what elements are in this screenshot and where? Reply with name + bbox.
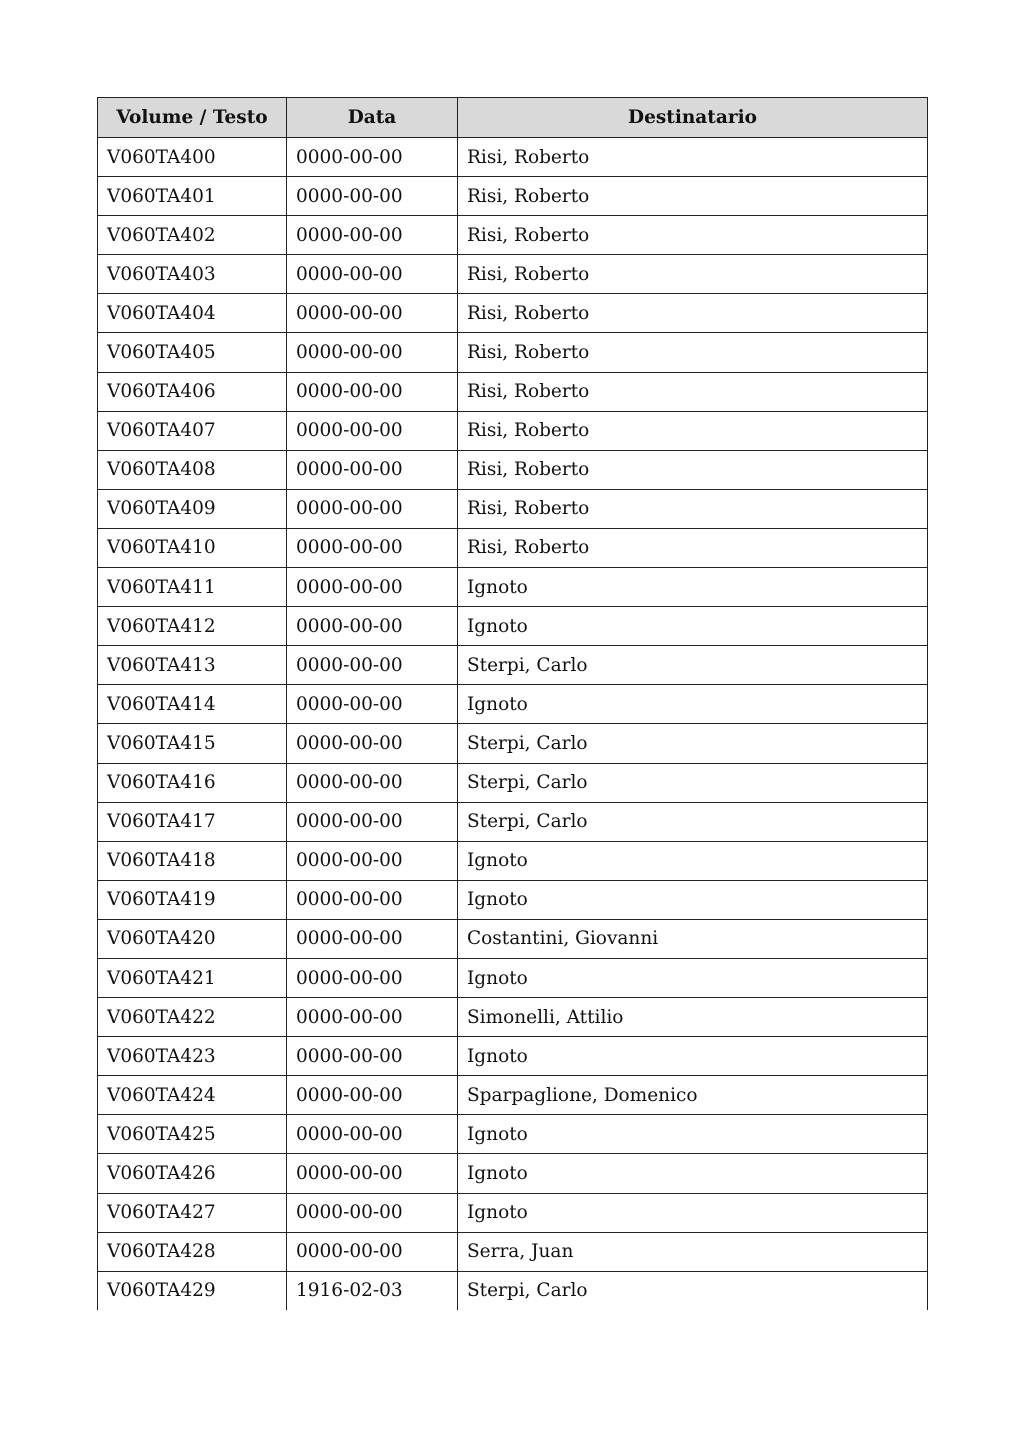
cell-recipient: Ignoto [458,1037,928,1076]
table-row [98,450,928,489]
cell-volume: V060TA426 [98,1154,287,1193]
table-row [98,880,928,919]
header-date: Data [287,98,458,138]
cell-volume: V060TA415 [98,724,287,763]
table-header [98,98,928,138]
cell-date: 0000-00-00 [287,607,458,646]
cell-recipient: Risi, Roberto [458,450,928,489]
cell-volume: V060TA401 [98,177,287,216]
cell-volume: V060TA411 [98,568,287,607]
table-row [98,372,928,411]
header-row [98,98,928,138]
cell-recipient: Risi, Roberto [458,489,928,528]
cell-volume: V060TA424 [98,1076,287,1115]
cell-date: 0000-00-00 [287,880,458,919]
cell-volume: V060TA421 [98,958,287,997]
table-row [98,333,928,372]
table-row [98,1271,928,1310]
cell-volume: V060TA418 [98,841,287,880]
cell-date: 0000-00-00 [287,1232,458,1271]
cell-volume: V060TA406 [98,372,287,411]
cell-recipient: Sterpi, Carlo [458,802,928,841]
cell-recipient: Ignoto [458,880,928,919]
cell-date: 0000-00-00 [287,450,458,489]
cell-recipient: Sterpi, Carlo [458,646,928,685]
cell-recipient: Sterpi, Carlo [458,1271,928,1310]
cell-recipient: Ignoto [458,1115,928,1154]
cell-recipient: Serra, Juan [458,1232,928,1271]
table-row [98,646,928,685]
cell-volume: V060TA409 [98,489,287,528]
cell-volume: V060TA429 [98,1271,287,1310]
cell-recipient: Simonelli, Attilio [458,998,928,1037]
table-row [98,216,928,255]
cell-date: 0000-00-00 [287,685,458,724]
cell-recipient: Ignoto [458,1154,928,1193]
cell-date: 0000-00-00 [287,255,458,294]
cell-date: 0000-00-00 [287,763,458,802]
cell-date: 0000-00-00 [287,958,458,997]
header-recipient: Destinatario [458,98,928,138]
table-row [98,802,928,841]
cell-volume: V060TA413 [98,646,287,685]
table-row [98,763,928,802]
table-row [98,1037,928,1076]
table-row [98,1115,928,1154]
cell-date: 0000-00-00 [287,489,458,528]
cell-recipient: Risi, Roberto [458,138,928,177]
cell-date: 1916-02-03 [287,1271,458,1310]
cell-recipient: Ignoto [458,568,928,607]
cell-volume: V060TA416 [98,763,287,802]
cell-date: 0000-00-00 [287,294,458,333]
cell-volume: V060TA400 [98,138,287,177]
cell-date: 0000-00-00 [287,724,458,763]
table-row [98,255,928,294]
table-row [98,1232,928,1271]
cell-recipient: Sterpi, Carlo [458,763,928,802]
cell-date: 0000-00-00 [287,919,458,958]
table-row [98,1154,928,1193]
cell-recipient: Costantini, Giovanni [458,919,928,958]
table-row [98,919,928,958]
cell-recipient: Risi, Roberto [458,333,928,372]
table-row [98,528,928,567]
cell-volume: V060TA427 [98,1193,287,1232]
table-row [98,411,928,450]
cell-date: 0000-00-00 [287,1115,458,1154]
table-row [98,138,928,177]
cell-date: 0000-00-00 [287,372,458,411]
cell-date: 0000-00-00 [287,1154,458,1193]
cell-volume: V060TA422 [98,998,287,1037]
cell-volume: V060TA404 [98,294,287,333]
cell-volume: V060TA419 [98,880,287,919]
cell-date: 0000-00-00 [287,1076,458,1115]
table-row [98,489,928,528]
cell-date: 0000-00-00 [287,528,458,567]
cell-volume: V060TA428 [98,1232,287,1271]
cell-date: 0000-00-00 [287,411,458,450]
cell-recipient: Risi, Roberto [458,255,928,294]
cell-recipient: Risi, Roberto [458,294,928,333]
cell-volume: V060TA420 [98,919,287,958]
cell-volume: V060TA408 [98,450,287,489]
cell-recipient: Risi, Roberto [458,528,928,567]
cell-date: 0000-00-00 [287,1193,458,1232]
table-row [98,1076,928,1115]
cell-date: 0000-00-00 [287,568,458,607]
cell-date: 0000-00-00 [287,998,458,1037]
cell-volume: V060TA403 [98,255,287,294]
cell-date: 0000-00-00 [287,841,458,880]
table-body [98,138,928,1310]
header-volume: Volume / Testo [98,98,287,138]
cell-volume: V060TA414 [98,685,287,724]
cell-date: 0000-00-00 [287,802,458,841]
cell-recipient: Risi, Roberto [458,372,928,411]
cell-date: 0000-00-00 [287,216,458,255]
cell-recipient: Sterpi, Carlo [458,724,928,763]
table-row [98,958,928,997]
cell-date: 0000-00-00 [287,333,458,372]
cell-date: 0000-00-00 [287,177,458,216]
cell-recipient: Risi, Roberto [458,216,928,255]
cell-date: 0000-00-00 [287,1037,458,1076]
cell-volume: V060TA410 [98,528,287,567]
cell-recipient: Ignoto [458,685,928,724]
cell-recipient: Risi, Roberto [458,177,928,216]
cell-volume: V060TA425 [98,1115,287,1154]
cell-recipient: Ignoto [458,958,928,997]
table-row [98,1193,928,1232]
cell-volume: V060TA402 [98,216,287,255]
table-row [98,841,928,880]
table-row [98,607,928,646]
cell-date: 0000-00-00 [287,138,458,177]
table-row [98,294,928,333]
records-table [97,97,928,1310]
cell-date: 0000-00-00 [287,646,458,685]
table-row [98,685,928,724]
cell-recipient: Ignoto [458,841,928,880]
cell-volume: V060TA412 [98,607,287,646]
cell-volume: V060TA407 [98,411,287,450]
table-row [98,177,928,216]
cell-volume: V060TA405 [98,333,287,372]
cell-volume: V060TA423 [98,1037,287,1076]
table-row [98,724,928,763]
cell-recipient: Risi, Roberto [458,411,928,450]
cell-volume: V060TA417 [98,802,287,841]
cell-recipient: Sparpaglione, Domenico [458,1076,928,1115]
table-row [98,568,928,607]
cell-recipient: Ignoto [458,1193,928,1232]
cell-recipient: Ignoto [458,607,928,646]
table-row [98,998,928,1037]
